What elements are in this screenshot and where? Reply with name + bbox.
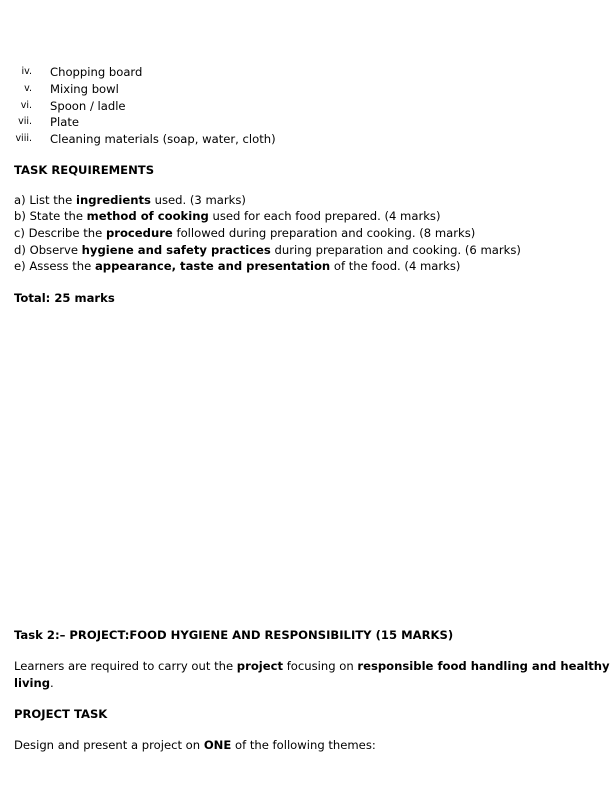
requirement-item	[14, 258, 460, 274]
project-task-heading: PROJECT TASK	[14, 707, 108, 721]
requirement-text: of the food. (4 marks)	[330, 259, 461, 273]
requirement-item	[14, 208, 441, 224]
requirement-bold: ingredients	[75, 193, 151, 207]
task2-intro-line2	[14, 675, 54, 691]
list-numeral: iv.	[21, 66, 32, 77]
intro-bold: responsible food handling and healthy	[357, 659, 610, 673]
requirement-text: d) Observe	[14, 243, 82, 257]
requirement-item	[14, 192, 246, 208]
requirement-text: b) State the	[14, 209, 87, 223]
list-numeral: vii.	[18, 116, 32, 127]
requirement-bold: procedure	[105, 226, 173, 240]
requirement-text: used for each food prepared. (4 marks)	[208, 209, 441, 223]
list-numeral: v.	[24, 83, 32, 94]
design-instruction	[14, 737, 376, 753]
requirement-text: e) Assess the	[14, 259, 95, 273]
task2-heading: Task 2:– PROJECT:FOOD HYGIENE AND RESPONSIBILITY (15 MARKS)	[14, 628, 454, 642]
list-item: Chopping board	[50, 65, 143, 79]
design-bold: ONE	[203, 738, 232, 752]
requirement-text: c) Describe the	[14, 226, 106, 240]
requirement-item	[14, 225, 475, 241]
intro-bold: living	[14, 676, 51, 690]
list-item: Mixing bowl	[50, 82, 119, 96]
requirement-bold: method of cooking	[86, 209, 209, 223]
task-requirements-heading: TASK REQUIREMENTS	[14, 163, 155, 177]
list-numeral: vi.	[20, 100, 32, 111]
requirement-text: during preparation and cooking. (6 marks)	[270, 243, 521, 257]
list-numeral: viii.	[15, 133, 32, 144]
list-item: Spoon / ladle	[50, 99, 126, 113]
requirement-text: a) List the	[14, 193, 76, 207]
task2-intro-line1	[14, 658, 610, 674]
intro-bold: project	[236, 659, 284, 673]
intro-text: Learners are required to carry out the	[14, 659, 237, 673]
intro-text: focusing on	[283, 659, 358, 673]
requirement-text: used. (3 marks)	[150, 193, 246, 207]
requirement-item	[14, 242, 521, 258]
intro-text: .	[50, 676, 54, 690]
design-text: of the following themes:	[231, 738, 376, 752]
requirement-text: followed during preparation and cooking. (8 marks)	[172, 226, 476, 240]
requirement-bold: appearance, taste and presentation	[94, 259, 331, 273]
requirement-bold: hygiene and safety practices	[81, 243, 271, 257]
design-text: Design and present a project on	[14, 738, 204, 752]
total-marks: Total: 25 marks	[14, 291, 115, 305]
list-item: Plate	[50, 115, 79, 129]
list-item: Cleaning materials (soap, water, cloth)	[50, 132, 276, 146]
